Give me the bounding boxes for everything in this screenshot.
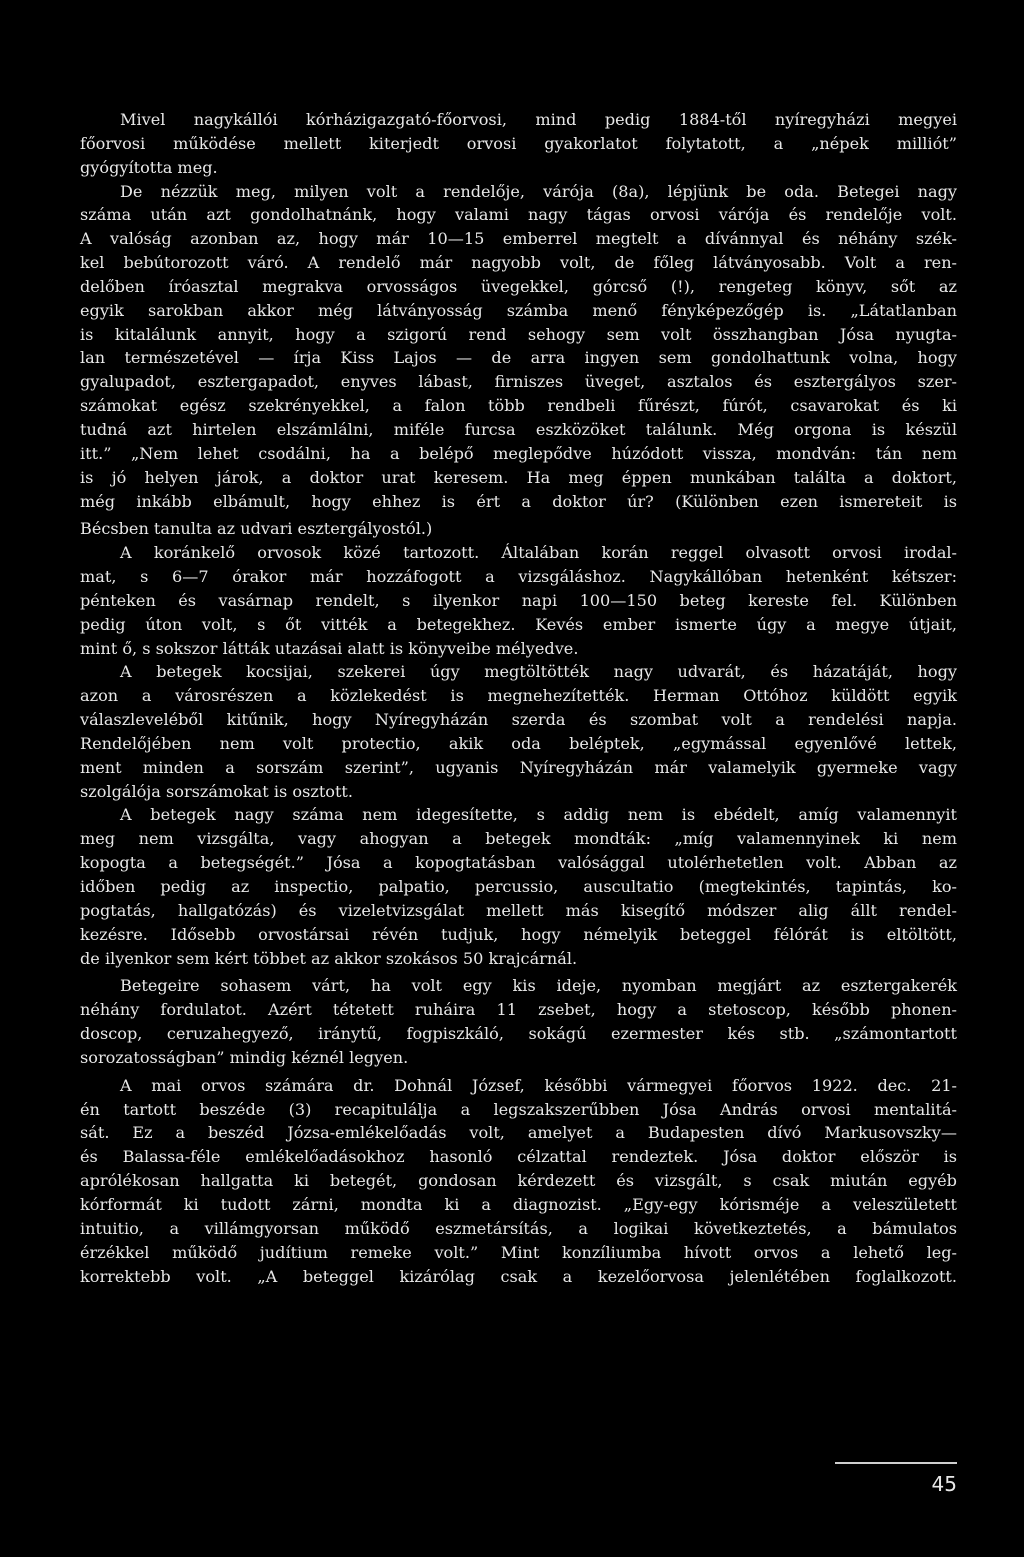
text-line: azon a városrészen a közlekedést is megnehezítették. Herman Ottóhoz küldött egyik (80, 686, 957, 706)
text-line: lan természetével — írja Kiss Lajos — de arra ingyen sem gondolhattunk volna, hogy (80, 348, 957, 368)
text-line: ment minden a sorszám szerint”, ugyanis Nyíregyházán már valamelyik gyermeke vagy (80, 757, 957, 777)
text-line: kopogta a betegségét.” Jósa a kopogtatásban valósággal utolérhetetlen volt. Abban az (80, 853, 957, 873)
page-number: 45 (931, 1472, 957, 1496)
text-line: száma után azt gondolhatnánk, hogy valami nagy tágas orvosi várója és rendelője volt. (80, 205, 957, 225)
text-line: sorozatosságban” mindig kéznél legyen. (80, 1047, 409, 1067)
text-line: Betegeire sohasem várt, ha volt egy kis ideje, nyomban megjárt az esztergakerék (120, 976, 957, 996)
footer-rule (835, 1462, 957, 1464)
text-line: korrektebb volt. „A beteggel kizárólag csak a kezelőorvosa jelenlétében foglalkozott. (80, 1266, 957, 1286)
text-line: de ilyenkor sem kért többet az akkor szokásos 50 krajcárnál. (80, 948, 578, 968)
text-line: A betegek kocsijai, szekerei úgy megtöltötték nagy udvarát, és házatáját, hogy (120, 662, 957, 682)
text-line: pogtatás, hallgatózás) és vizeletvizsgálat mellett más kisegítő módszer alig állt rendel- (80, 900, 957, 920)
text-line: pénteken és vasárnap rendelt, s ilyenkor napi 100—150 beteg kereste fel. Különben (80, 590, 957, 610)
text-line: A betegek nagy száma nem idegesítette, s addig nem is ebédelt, amíg valamennyit (120, 805, 957, 825)
text-line: delőben íróasztal megrakva orvosságos üvegekkel, górcső (!), rengeteg könyv, sőt az (80, 276, 957, 296)
text-line: egyik sarokban akkor még látványosság számba menő fényképezőgép is. „Látatlanban (80, 300, 957, 320)
text-line: Bécsben tanulta az udvari esztergályostól.) (80, 519, 433, 539)
text-line: én tartott beszéde (3) recapitulálja a legszakszerűbben Jósa András orvosi mentalitá- (80, 1099, 957, 1119)
text-line: aprólékosan hallgatta ki betegét, gondosan kérdezett és vizsgált, s csak miután egyéb (80, 1171, 957, 1191)
text-line: Rendelőjében nem volt protectio, akik oda beléptek, „egymással egyenlővé lettek, (80, 733, 957, 753)
text-line: néhány fordulatot. Azért tétetett ruháira 11 zsebet, hogy a stetoscop, később phonen- (80, 1000, 957, 1020)
text-line: is kitalálunk annyit, hogy a szigorú rend sehogy sem volt összhangban Jósa nyugta- (80, 324, 957, 344)
text-line: időben pedig az inspectio, palpatio, percussio, auscultatio (megtekintés, tapintás, ko- (80, 877, 957, 896)
text-line: is jó helyen járok, a doktor urat keresem. Ha meg éppen munkában találta a doktort, (80, 467, 957, 487)
text-line: főorvosi működése mellett kiterjedt orvosi gyakorlatot folytatott, a „népek milliót” (80, 133, 957, 153)
text-line: A valóság azonban az, hogy már 10—15 emberrel megtelt a dívánnyal és néhány szék- (80, 229, 957, 249)
text-line: doscop, ceruzahegyező, iránytű, fogpiszkáló, sokágú ezermester kés stb. „számontartott (80, 1024, 957, 1044)
text-line: gyalupadot, esztergapadot, enyves lábast, firniszes üveget, asztalos és esztergályos szer- (80, 372, 957, 392)
text-line: sát. Ez a beszéd Józsa-emlékelőadás volt, amelyet a Budapesten dívó Markusovszky— (80, 1123, 957, 1143)
text-line: és Balassa-féle emlékelőadásokhoz hasonló célzattal rendeztek. Jósa doktor először is (80, 1147, 957, 1167)
text-line: meg nem vizsgálta, vagy ahogyan a betegek mondták: „míg valamennyinek ki nem (80, 829, 957, 849)
text-line: kezésre. Idősebb orvostársai révén tudjuk, hogy némelyik beteggel félórát is eltöltött, (80, 924, 957, 944)
text-line: kel bebútorozott váró. A rendelő már nagyobb volt, de főleg látványosabb. Volt a ren- (80, 253, 957, 273)
text-line: A koránkelő orvosok közé tartozott. Általában korán reggel olvasott orvosi irodal- (120, 543, 957, 563)
text-line: Mivel nagykállói kórházigazgató-főorvosi, mind pedig 1884-től nyíregyházi megyei (120, 110, 957, 129)
text-line: A mai orvos számára dr. Dohnál József, későbbi vármegyei főorvos 1922. dec. 21- (120, 1075, 957, 1095)
text-line: válaszleveléből kitűnik, hogy Nyíregyházán szerda és szombat volt a rendelési napja. (80, 710, 957, 730)
text-line: még inkább elbámult, hogy ehhez is ért a doktor úr? (Különben ezen ismereteit is (80, 491, 957, 511)
text-line: tudná azt hirtelen elszámlálni, miféle furcsa eszközöket találunk. Még orgona is készül (80, 419, 957, 439)
text-line: gyógyította meg. (80, 157, 218, 177)
text-line: szolgálója sorszámokat is osztott. (80, 781, 354, 801)
text-line: mat, s 6—7 órakor már hozzáfogott a vizsgáláshoz. Nagykállóban hetenként kétszer: (80, 567, 957, 587)
text-line: itt.” „Nem lehet csodálni, ha a belépő meglepődve húzódott vissza, mondván: tán nem (80, 443, 957, 463)
text-line: kórformát ki tudott zárni, mondta ki a diagnozist. „Egy-egy kórisméje a veleszületett (80, 1194, 957, 1214)
text-line: pedig úton volt, s őt vitték a betegekhez. Kevés ember ismerte úgy a megye útjait, (80, 614, 957, 634)
text-line: számokat egész szekrényekkel, a falon több rendbeli fűrészt, fúrót, csavarokat és ki (80, 396, 957, 416)
body-text (80, 108, 957, 1288)
text-line: De nézzük meg, milyen volt a rendelője, várója (8a), lépjünk be oda. Betegei nagy (120, 181, 957, 201)
text-line: érzékkel működő judítium remeke volt.” Mint konzíliumba hívott orvos a lehető leg- (80, 1242, 957, 1262)
text-line: mint ő, s sokszor látták utazásai alatt is könyveibe mélyedve. (80, 638, 579, 658)
text-line: intuitio, a villámgyorsan működő eszmetársítás, a logikai következtetés, a bámulatos (80, 1218, 957, 1238)
